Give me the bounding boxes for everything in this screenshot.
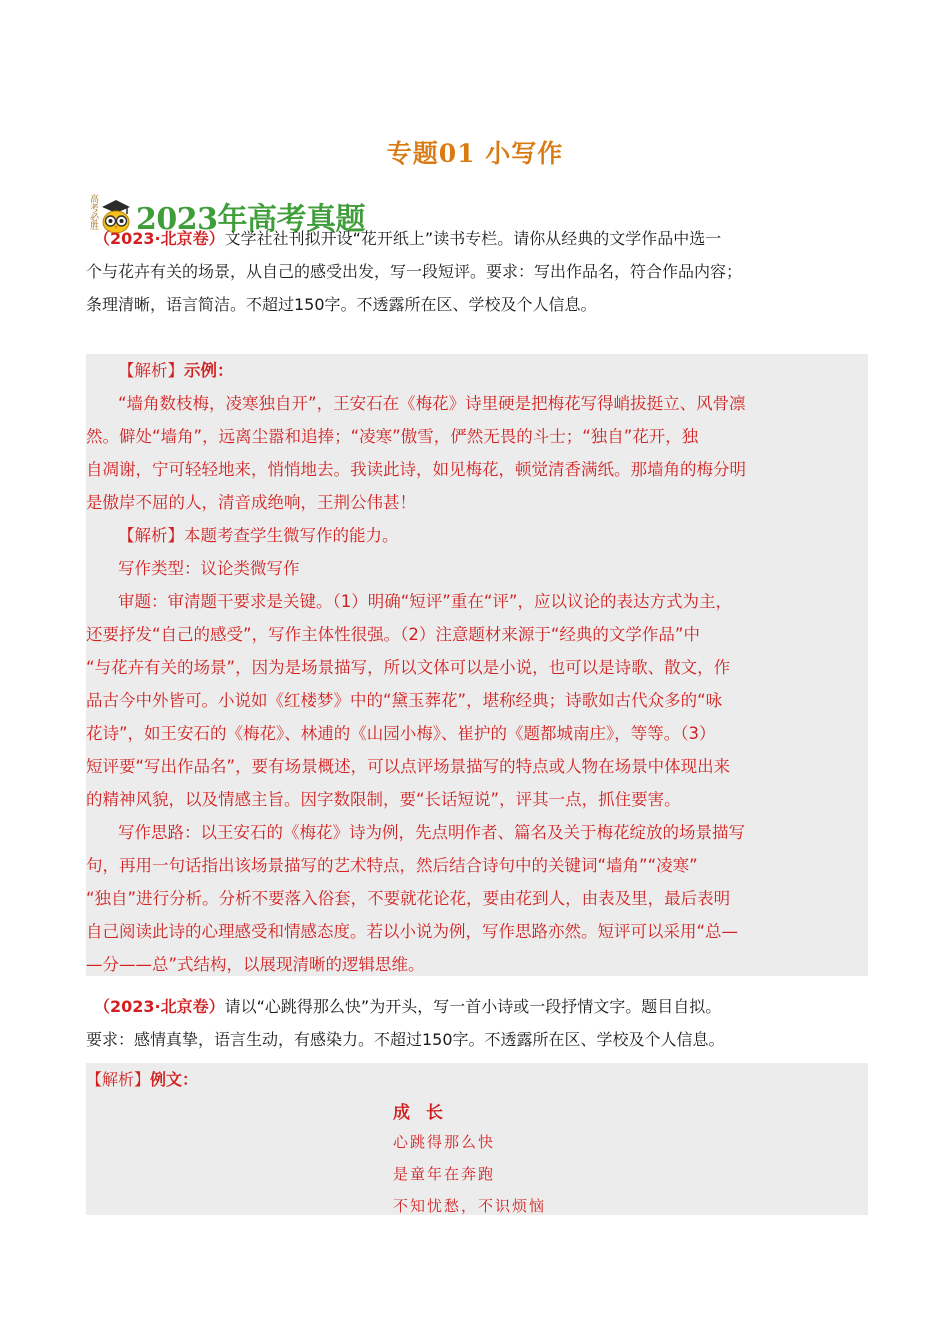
poem-title: 成长: [393, 1103, 459, 1123]
writing-type-line: 写作类型：议论类微写作: [118, 559, 300, 578]
answer-2: [86, 1063, 868, 1215]
question-text: 个与花卉有关的场景，从自己的感受出发，写一段短评。要求：写出作品名，符合作品内容；: [86, 262, 743, 281]
example-line: “墙角数枝梅，凌寒独自开”，王安石在《梅花》诗里硬是把梅花写得峭拔挺立、风骨凛: [118, 394, 746, 413]
example-line: 自凋谢，宁可轻轻地来，悄悄地去。我读此诗，如见梅花，顿觉清香满纸。那墙角的梅分明: [86, 460, 746, 479]
review-line: 短评要“写出作品名”，要有场景概述，可以点评场景描写的特点或人物在场景中体现出来: [86, 757, 731, 776]
question-text: 条理清晰，语言简洁。不超过150字。不透露所在区、学校及个人信息。: [86, 295, 597, 314]
banner-side-text: 高考必胜: [88, 194, 98, 230]
banner-title: 2023年高考真题: [136, 202, 365, 237]
review-line: “与花卉有关的场景”，因为是场景描写，所以文体可以是小说，也可以是诗歌、散文，作: [86, 658, 731, 677]
analysis-label: 【解析】: [118, 361, 184, 380]
poem-line: 不知忧愁，不识烦恼: [393, 1197, 547, 1215]
review-line: 审题：审清题干要求是关键。（1）明确“短评”重在“评”，应以议论的表达方式为主，: [118, 592, 732, 611]
analysis-text: 本题考查学生微写作的能力。: [184, 526, 399, 545]
review-line: 品古今中外皆可。小说如《红楼梦》中的“黛玉葬花”，堪称经典；诗歌如古代众多的“咏: [86, 691, 723, 710]
poem-line: 心跳得那么快: [393, 1133, 496, 1151]
question-source: （2023·北京卷）: [94, 229, 225, 248]
analysis-label: 【解析】: [118, 526, 184, 545]
question-text: 请以“心跳得那么快”为开头，写一首小诗或一段抒情文字。题目自拟。: [224, 997, 722, 1016]
poem-line: 是童年在奔跑: [393, 1165, 496, 1183]
question-source: （2023·北京卷）: [94, 997, 225, 1016]
example-line: 是傲岸不屈的人，清音成绝响，王荆公伟甚！: [86, 493, 416, 512]
example-label: 示例：: [184, 361, 234, 380]
thinking-line: 写作思路：以王安石的《梅花》诗为例，先点明作者、篇名及关于梅花绽放的场景描写: [118, 823, 745, 842]
page-title: 专题01 小写作: [386, 139, 564, 168]
question-text: 文学社社刊拟开设“花开纸上”读书专栏。请你从经典的文学作品中选一: [224, 229, 722, 248]
question-text: 要求：感情真挚，语言生动，有感染力。不超过150字。不透露所在区、学校及个人信息。: [86, 1030, 725, 1049]
example-line: 然。僻处“墙角”，远离尘嚣和追捧；“凌寒”傲雪，俨然无畏的斗士；“独自”花开，独: [86, 427, 699, 446]
review-line: 还要抒发“自己的感受”，写作主体性很强。（2）注意题材来源于“经典的文学作品”中: [86, 625, 700, 644]
analysis-label: 【解析】: [86, 1070, 151, 1089]
question-1: [86, 222, 868, 321]
question-2: [86, 990, 868, 1056]
answer-1: [86, 354, 868, 976]
thinking-line: —分——总”式结构，以展现清晰的逻辑思维。: [86, 955, 425, 974]
example-label: 例文：: [150, 1070, 199, 1089]
thinking-line: 自己阅读此诗的心理感受和情感态度。若以小说为例，写作思路亦然。短评可以采用“总—: [86, 922, 739, 941]
review-line: 花诗”，如王安石的《梅花》、林逋的《山园小梅》、崔护的《题都城南庄》，等等。（3）: [86, 724, 716, 743]
thinking-line: 句，再用一句话指出该场景描写的艺术特点，然后结合诗句中的关键词“墙角”“凌寒”: [86, 856, 698, 875]
thinking-line: “独自”进行分析。分析不要落入俗套，不要就花论花，要由花到人，由表及里，最后表明: [86, 889, 731, 908]
review-line: 的精神风貌，以及情感主旨。因字数限制，要“长话短说”，评其一点，抓住要害。: [86, 790, 681, 809]
